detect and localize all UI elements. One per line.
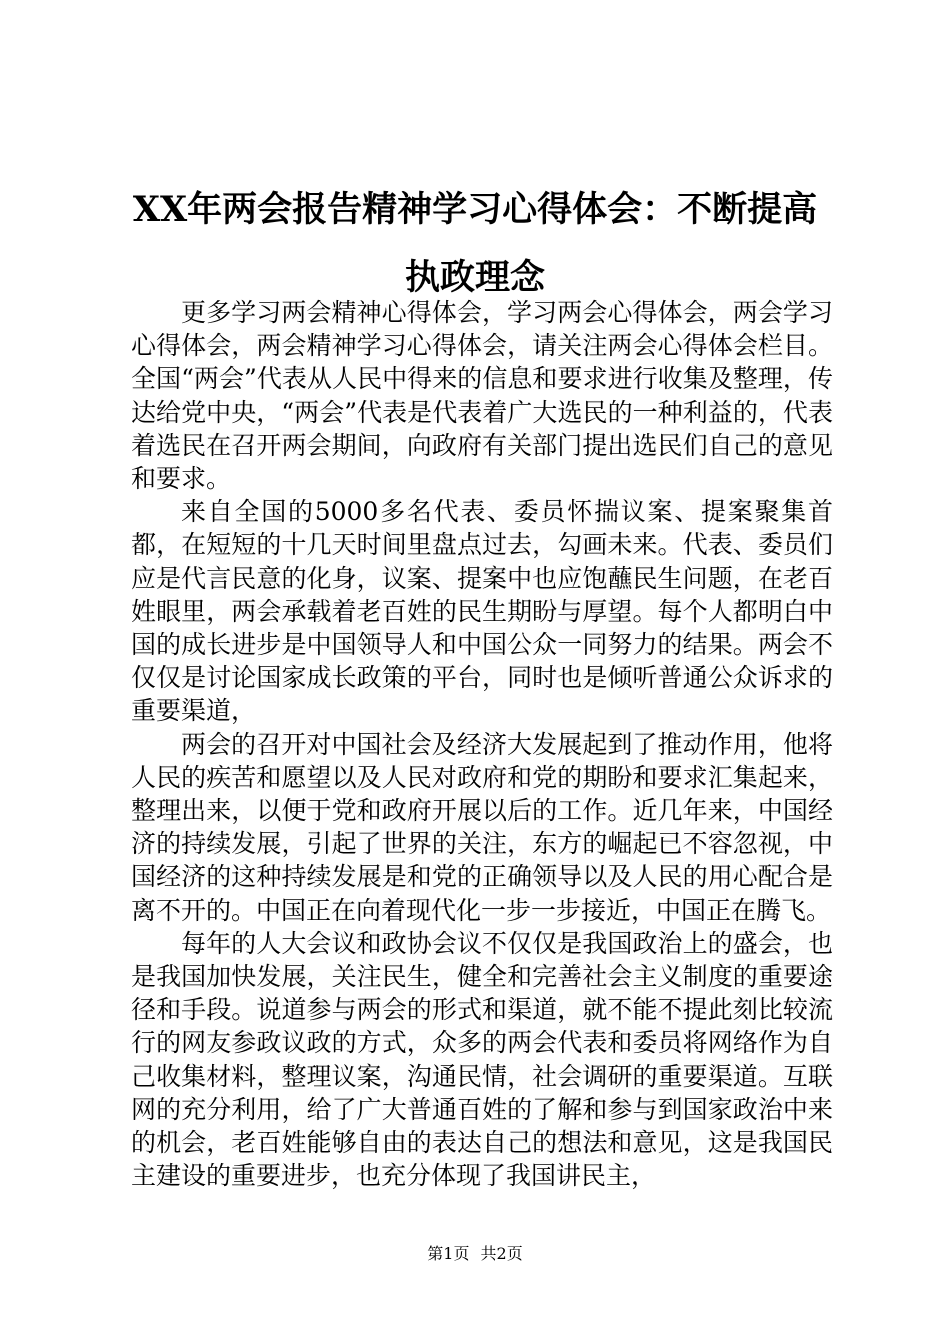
paragraph: 来自全国的5000多名代表、委员怀揣议案、提案聚集首都，在短短的十几天时间里盘点过去，勾画未来。代表、委员们应是代言民意的化身，议案、提案中也应饱蘸民生问题，在老百姓眼里，两会承载着老百姓的民生期盼与厚望。每个人都明白中国的成长进步是中国领导人和中国公众一同努力的结果。两会不仅仅是讨论国家成长政策的平台，同时也是倾听普通公众诉求的重要渠道， [131, 497, 833, 726]
paragraph: 两会的召开对中国社会及经济大发展起到了推动作用，他将人民的疾苦和愿望以及人民对政府和党的期盼和要求汇集起来，整理出来，以便于党和政府开展以后的工作。近几年来，中国经济的持续发展，引起了世界的关注，东方的崛起已不容忽视，中国经济的这种持续发展是和党的正确领导以及人民的用心配合是离不开的。中国正在向着现代化一步一步接近，中国正在腾飞。 [131, 729, 833, 925]
page-total: 共2页 [480, 1244, 523, 1263]
document-body [131, 296, 833, 1192]
document-title: XX年两会报告精神学习心得体会：不断提高执政理念 [132, 189, 818, 298]
paragraph: 每年的人大会议和政协会议不仅仅是我国政治上的盛会，也是我国加快发展，关注民生，健全和完善社会主义制度的重要途径和手段。说道参与两会的形式和渠道，就不能不提此刻比较流行的网友参政议政的方式，众多的两会代表和委员将网络作为自己收集材料，整理议案，沟通民情，社会调研的重要渠道。互联网的充分利用，给了广大普通百姓的了解和参与到国家政治中来的机会，老百姓能够自由的表达自己的想法和意见，这是我国民主建设的重要进步，也充分体现了我国讲民主， [131, 928, 833, 1191]
page-number: 第1页 [427, 1244, 470, 1263]
paragraph: 更多学习两会精神心得体会，学习两会心得体会，两会学习心得体会，两会精神学习心得体会，请关注两会心得体会栏目。全国“两会”代表从人民中得来的信息和要求进行收集及整理，传达给党中央，“两会”代表是代表着广大选民的一种利益的，代表着选民在召开两会期间，向政府有关部门提出选民们自己的意见和要求。 [131, 298, 833, 494]
page-footer [0, 1244, 950, 1264]
